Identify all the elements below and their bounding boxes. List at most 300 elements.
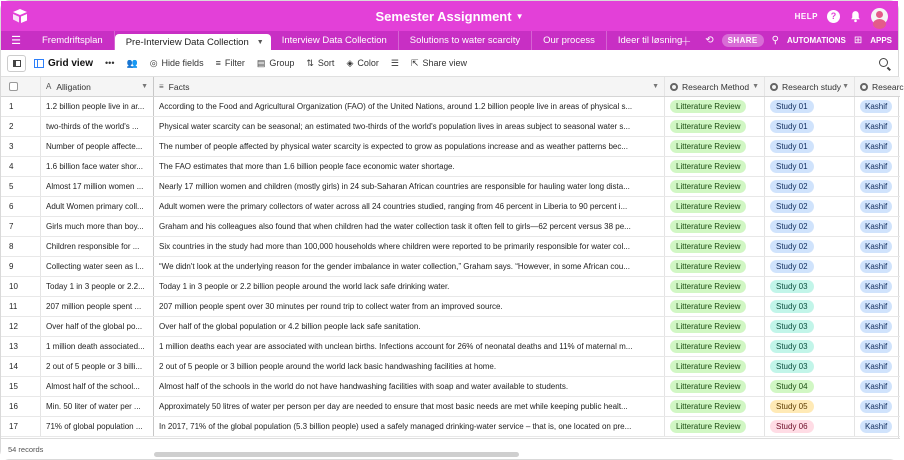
people-icon: 👥 bbox=[126, 57, 138, 68]
facts-text: Approximately 50 litres of water per person per day are needed to ensure that most basic needs are met while keeping public healt... bbox=[159, 402, 628, 411]
allegation-cell[interactable] bbox=[41, 377, 154, 396]
research-study-cell[interactable] bbox=[765, 117, 855, 136]
research-study-tag: Study 01 bbox=[770, 120, 814, 133]
row-number[interactable] bbox=[1, 397, 41, 416]
facts-cell[interactable] bbox=[154, 357, 665, 376]
row-number[interactable] bbox=[1, 137, 41, 156]
single-select-icon bbox=[770, 83, 778, 91]
research-study-tag: Study 02 bbox=[770, 200, 814, 213]
allegation-text: Almost 17 million women ... bbox=[46, 182, 144, 191]
view-switcher[interactable] bbox=[34, 58, 93, 69]
allegation-cell[interactable] bbox=[41, 277, 154, 296]
group-button[interactable] bbox=[257, 58, 295, 69]
research-study-tag: Study 03 bbox=[770, 320, 814, 333]
row-number-text: 12 bbox=[9, 322, 18, 331]
chevron-down-icon: ▼ bbox=[515, 12, 524, 21]
researcher-cell[interactable] bbox=[855, 397, 900, 416]
research-method-tag: Litterature Review bbox=[670, 400, 746, 413]
allegation-text: 1.2 billion people live in ar... bbox=[46, 102, 145, 111]
menu-icon[interactable]: ☰ bbox=[11, 35, 21, 47]
research-method-cell[interactable] bbox=[665, 157, 765, 176]
column-header-allegation[interactable] bbox=[41, 77, 154, 96]
allegation-text: Min. 50 liter of water per ... bbox=[46, 402, 141, 411]
help-icon[interactable]: ? bbox=[827, 10, 840, 23]
text-field-icon: A bbox=[46, 82, 52, 91]
research-method-tag: Litterature Review bbox=[670, 180, 746, 193]
research-method-cell[interactable] bbox=[665, 417, 765, 436]
table-row[interactable] bbox=[1, 277, 900, 297]
hide-fields-button[interactable] bbox=[150, 58, 204, 69]
researcher-cell[interactable] bbox=[855, 137, 900, 156]
color-label: Color bbox=[357, 58, 379, 68]
facts-text: According to the Food and Agricultural Organization (FAO) of the United Nations, around 1.2 billion people live in areas of physical s... bbox=[159, 102, 633, 111]
tab-interview-data-collection[interactable] bbox=[271, 31, 399, 50]
facts-text: Nearly 17 million women and children (mostly girls) in 24 sub-Saharan African countries are responsible for hauling water long dista... bbox=[159, 182, 630, 191]
row-number[interactable] bbox=[1, 217, 41, 236]
row-number-text: 4 bbox=[9, 162, 14, 171]
research-study-tag: Study 03 bbox=[770, 280, 814, 293]
column-header-facts[interactable] bbox=[154, 77, 665, 96]
table-row[interactable] bbox=[1, 177, 900, 197]
automations-icon[interactable]: ⚲ bbox=[771, 35, 779, 46]
row-number-text: 10 bbox=[9, 282, 18, 291]
row-number[interactable] bbox=[1, 337, 41, 356]
research-study-tag: Study 06 bbox=[770, 420, 814, 433]
researcher-tag: Kashif bbox=[860, 300, 892, 313]
facts-text: Graham and his colleagues also found that when children had the water collection task it often fell to girls—62 percent versus 38 pe... bbox=[159, 222, 631, 231]
color-button[interactable] bbox=[346, 58, 378, 69]
more-icon: ••• bbox=[105, 58, 115, 68]
research-method-tag: Litterature Review bbox=[670, 380, 746, 393]
column-label: Alligation bbox=[56, 81, 91, 92]
research-method-tag: Litterature Review bbox=[670, 100, 746, 113]
research-study-tag: Study 02 bbox=[770, 220, 814, 233]
research-method-cell[interactable] bbox=[665, 377, 765, 396]
facts-text: Physical water scarcity can be seasonal; an estimated two-thirds of the world's population lives in areas subject to seasonal water s... bbox=[159, 122, 631, 131]
allegation-cell[interactable] bbox=[41, 297, 154, 316]
view-name: Grid view bbox=[48, 57, 94, 69]
research-method-tag: Litterature Review bbox=[670, 300, 746, 313]
researcher-tag: Kashif bbox=[860, 100, 892, 113]
allegation-cell[interactable] bbox=[41, 357, 154, 376]
research-study-cell[interactable] bbox=[765, 337, 855, 356]
research-method-cell[interactable] bbox=[665, 197, 765, 216]
facts-cell[interactable] bbox=[154, 397, 665, 416]
row-number[interactable] bbox=[1, 317, 41, 336]
base-title-text: Semester Assignment bbox=[375, 9, 512, 24]
facts-cell[interactable] bbox=[154, 297, 665, 316]
table-row[interactable] bbox=[1, 417, 900, 437]
base-title[interactable] bbox=[1, 9, 898, 24]
researcher-cell[interactable] bbox=[855, 157, 900, 176]
row-number-text: 16 bbox=[9, 402, 18, 411]
research-method-cell[interactable] bbox=[665, 217, 765, 236]
facts-cell[interactable] bbox=[154, 197, 665, 216]
research-method-cell[interactable] bbox=[665, 337, 765, 356]
table-row[interactable] bbox=[1, 157, 900, 177]
allegation-text: 207 million people spent ... bbox=[46, 302, 142, 311]
share-icon: ⇱ bbox=[410, 57, 419, 68]
research-study-cell[interactable] bbox=[765, 357, 855, 376]
research-method-cell[interactable] bbox=[665, 297, 765, 316]
tab-fremdriftsplan[interactable] bbox=[31, 31, 115, 50]
researcher-tag: Kashif bbox=[860, 340, 892, 353]
share-button[interactable]: SHARE bbox=[722, 34, 764, 47]
research-method-cell[interactable] bbox=[665, 397, 765, 416]
researcher-cell[interactable] bbox=[855, 377, 900, 396]
researcher-cell[interactable] bbox=[855, 277, 900, 296]
research-study-cell[interactable] bbox=[765, 417, 855, 436]
researcher-tag: Kashif bbox=[860, 220, 892, 233]
researcher-tag: Kashif bbox=[860, 380, 892, 393]
research-method-tag: Litterature Review bbox=[670, 240, 746, 253]
researcher-cell[interactable] bbox=[855, 197, 900, 216]
tab-ideer-til-losning[interactable] bbox=[607, 31, 683, 50]
allegation-text: 2 out of 5 people or 3 billi... bbox=[46, 362, 143, 371]
researcher-tag: Kashif bbox=[860, 400, 892, 413]
allegation-text: Children responsible for ... bbox=[46, 242, 140, 251]
table-row[interactable] bbox=[1, 197, 900, 217]
research-method-tag: Litterature Review bbox=[670, 140, 746, 153]
allegation-cell[interactable] bbox=[41, 177, 154, 196]
eye-slash-icon: ◎ bbox=[149, 57, 158, 68]
researcher-tag: Kashif bbox=[860, 420, 892, 433]
sort-button[interactable] bbox=[306, 58, 334, 69]
researcher-tag: Kashif bbox=[860, 320, 892, 333]
research-study-tag: Study 02 bbox=[770, 180, 814, 193]
table-row[interactable] bbox=[1, 297, 900, 317]
facts-cell[interactable] bbox=[154, 137, 665, 156]
researcher-cell[interactable] bbox=[855, 177, 900, 196]
allegation-cell[interactable] bbox=[41, 117, 154, 136]
share-view-label: Share view bbox=[422, 58, 468, 68]
research-study-cell[interactable] bbox=[765, 277, 855, 296]
row-number-text: 5 bbox=[9, 182, 14, 191]
researcher-cell[interactable] bbox=[855, 337, 900, 356]
research-study-cell[interactable] bbox=[765, 197, 855, 216]
tab-pre-interview-data-collection[interactable] bbox=[115, 34, 271, 50]
column-header-researcher[interactable] bbox=[855, 77, 904, 96]
row-number[interactable] bbox=[1, 117, 41, 136]
row-number-text: 14 bbox=[9, 362, 18, 371]
row-number-text: 11 bbox=[9, 302, 18, 311]
research-method-tag: Litterature Review bbox=[670, 420, 746, 433]
row-number-text: 7 bbox=[9, 222, 14, 231]
chevron-down-icon[interactable]: ▼ bbox=[652, 83, 659, 90]
facts-cell[interactable] bbox=[154, 217, 665, 236]
row-number[interactable] bbox=[1, 97, 41, 116]
column-header-research-study[interactable] bbox=[765, 77, 855, 96]
facts-cell[interactable] bbox=[154, 97, 665, 116]
search-icon[interactable] bbox=[879, 58, 888, 67]
apps-button[interactable]: APPS bbox=[870, 36, 892, 45]
filter-label: Filter bbox=[224, 58, 245, 68]
research-study-cell[interactable] bbox=[765, 377, 855, 396]
researcher-cell[interactable] bbox=[855, 217, 900, 236]
tab-label: Ideer til løsning bbox=[617, 35, 683, 46]
facts-text: Almost half of the schools in the world do not have handwashing facilities with soap and water available to students. bbox=[159, 382, 569, 391]
facts-cell[interactable] bbox=[154, 417, 665, 436]
row-height-button[interactable] bbox=[391, 58, 399, 69]
research-method-cell[interactable] bbox=[665, 117, 765, 136]
row-number[interactable] bbox=[1, 417, 41, 436]
research-study-cell[interactable] bbox=[765, 157, 855, 176]
facts-text: 1 million deaths each year are associated with unclean births. Infections account for 26% of neonatal deaths and 11% of maternal m... bbox=[159, 342, 633, 351]
facts-text: Over half of the global population or 4.2 billion people lack safe sanitation. bbox=[159, 322, 421, 331]
table-row[interactable] bbox=[1, 97, 900, 117]
grid-body bbox=[1, 97, 900, 437]
research-method-tag: Litterature Review bbox=[670, 320, 746, 333]
row-number-text: 8 bbox=[9, 242, 14, 251]
table-row[interactable] bbox=[1, 257, 900, 277]
collaborators-button[interactable] bbox=[126, 58, 137, 69]
row-number[interactable] bbox=[1, 177, 41, 196]
top-right-controls bbox=[795, 8, 888, 25]
record-count: 54 records bbox=[8, 445, 44, 454]
grid-footer bbox=[1, 438, 900, 459]
sort-label: Sort bbox=[317, 58, 335, 68]
paint-bucket-icon: ◈ bbox=[346, 57, 354, 68]
researcher-cell[interactable] bbox=[855, 97, 900, 116]
tab-tools bbox=[705, 31, 892, 50]
researcher-cell[interactable] bbox=[855, 297, 900, 316]
allegation-cell[interactable] bbox=[41, 197, 154, 216]
view-more-button[interactable] bbox=[105, 58, 114, 68]
facts-text: The number of people affected by physical water scarcity is expected to grow as populations increase and as weather patterns bec... bbox=[159, 142, 629, 151]
share-view-button[interactable] bbox=[411, 58, 467, 69]
row-number[interactable] bbox=[1, 357, 41, 376]
row-number[interactable] bbox=[1, 237, 41, 256]
facts-text: “We didn't look at the underlying reason for the gender imbalance in water collection,” Graham says. “However, in some African cou... bbox=[159, 262, 630, 271]
facts-cell[interactable] bbox=[154, 257, 665, 276]
research-method-cell[interactable] bbox=[665, 257, 765, 276]
research-study-tag: Study 05 bbox=[770, 400, 814, 413]
tab-solutions-to-water-scarcity[interactable] bbox=[399, 31, 532, 50]
research-study-cell[interactable] bbox=[765, 397, 855, 416]
tab-label: Interview Data Collection bbox=[281, 35, 387, 46]
allegation-cell[interactable] bbox=[41, 257, 154, 276]
filter-button[interactable] bbox=[216, 58, 245, 68]
research-method-tag: Litterature Review bbox=[670, 360, 746, 373]
chevron-down-icon[interactable]: ▼ bbox=[141, 83, 148, 90]
researcher-tag: Kashif bbox=[860, 360, 892, 373]
row-number[interactable] bbox=[1, 377, 41, 396]
chevron-down-icon[interactable]: ▼ bbox=[752, 83, 759, 90]
allegation-text: Adult Women primary coll... bbox=[46, 202, 144, 211]
tab-label: Fremdriftsplan bbox=[42, 35, 103, 46]
allegation-cell[interactable] bbox=[41, 317, 154, 336]
facts-cell[interactable] bbox=[154, 377, 665, 396]
research-study-cell[interactable] bbox=[765, 177, 855, 196]
chevron-down-icon[interactable]: ▼ bbox=[256, 38, 264, 46]
hide-fields-label: Hide fields bbox=[161, 58, 204, 68]
research-method-cell[interactable] bbox=[665, 357, 765, 376]
research-study-tag: Study 01 bbox=[770, 100, 814, 113]
allegation-cell[interactable] bbox=[41, 217, 154, 236]
research-method-tag: Litterature Review bbox=[670, 160, 746, 173]
allegation-cell[interactable] bbox=[41, 397, 154, 416]
column-label: Facts bbox=[168, 81, 190, 92]
researcher-cell[interactable] bbox=[855, 317, 900, 336]
research-method-cell[interactable] bbox=[665, 237, 765, 256]
research-study-cell[interactable] bbox=[765, 97, 855, 116]
researcher-tag: Kashif bbox=[860, 180, 892, 193]
research-method-cell[interactable] bbox=[665, 177, 765, 196]
researcher-cell[interactable] bbox=[855, 257, 900, 276]
help-button[interactable]: HELP bbox=[794, 12, 818, 21]
avatar[interactable] bbox=[871, 8, 888, 25]
research-method-tag: Litterature Review bbox=[670, 280, 746, 293]
history-icon[interactable]: ⟲ bbox=[705, 35, 714, 46]
table-row[interactable] bbox=[1, 337, 900, 357]
research-method-cell[interactable] bbox=[665, 317, 765, 336]
row-number[interactable] bbox=[1, 157, 41, 176]
allegation-text: 1 million death associated... bbox=[46, 342, 145, 351]
allegation-text: Today 1 in 3 people or 2.2... bbox=[46, 282, 145, 291]
research-method-tag: Litterature Review bbox=[670, 220, 746, 233]
table-row[interactable] bbox=[1, 237, 900, 257]
facts-cell[interactable] bbox=[154, 237, 665, 256]
research-method-cell[interactable] bbox=[665, 277, 765, 296]
allegation-cell[interactable] bbox=[41, 337, 154, 356]
facts-text: 2 out of 5 people or 3 billion people around the world lack basic handwashing facilities at home. bbox=[159, 362, 497, 371]
researcher-tag: Kashif bbox=[860, 140, 892, 153]
facts-cell[interactable] bbox=[154, 337, 665, 356]
research-method-cell[interactable] bbox=[665, 97, 765, 116]
allegation-text: 1.6 billion face water shor... bbox=[46, 162, 143, 171]
research-study-tag: Study 03 bbox=[770, 340, 814, 353]
research-study-tag: Study 02 bbox=[770, 240, 814, 253]
automations-button[interactable]: AUTOMATIONS bbox=[787, 36, 846, 45]
row-height-icon: ☰ bbox=[390, 57, 399, 68]
table-row[interactable] bbox=[1, 397, 900, 417]
row-number-text: 13 bbox=[9, 342, 18, 351]
research-study-cell[interactable] bbox=[765, 297, 855, 316]
tab-our-process[interactable] bbox=[532, 31, 607, 50]
facts-cell[interactable] bbox=[154, 117, 665, 136]
row-number-text: 9 bbox=[9, 262, 14, 271]
view-toolbar bbox=[1, 50, 898, 77]
facts-cell[interactable] bbox=[154, 157, 665, 176]
researcher-tag: Kashif bbox=[860, 240, 892, 253]
research-method-tag: Litterature Review bbox=[670, 260, 746, 273]
select-all-checkbox[interactable] bbox=[9, 82, 18, 91]
allegation-cell[interactable] bbox=[41, 157, 154, 176]
row-number[interactable] bbox=[1, 297, 41, 316]
table-row[interactable] bbox=[1, 137, 900, 157]
table-tabs-bar bbox=[1, 31, 898, 50]
allegation-text: Almost half of the school... bbox=[46, 382, 140, 391]
researcher-cell[interactable] bbox=[855, 117, 900, 136]
add-table-icon[interactable]: ＋ bbox=[680, 35, 692, 48]
group-label: Group bbox=[269, 58, 295, 68]
table-row[interactable] bbox=[1, 317, 900, 337]
grid-view-icon bbox=[34, 59, 44, 68]
select-all-cell[interactable] bbox=[1, 77, 41, 96]
research-method-cell[interactable] bbox=[665, 137, 765, 156]
row-number-text: 15 bbox=[9, 382, 18, 391]
allegation-text: Girls much more than boy... bbox=[46, 222, 144, 231]
allegation-text: 71% of global population ... bbox=[46, 422, 143, 431]
chevron-down-icon[interactable]: ▼ bbox=[842, 83, 849, 90]
research-study-tag: Study 01 bbox=[770, 140, 814, 153]
apps-icon[interactable]: ⊞ bbox=[853, 35, 863, 46]
records-grid bbox=[1, 77, 904, 437]
sidebar-icon bbox=[13, 60, 21, 67]
row-number-text: 2 bbox=[9, 122, 14, 131]
facts-text: Adult women were the primary collectors of water across all 24 countries studied, ranging from 46 percent in Liberia to 90 percent i... bbox=[159, 202, 628, 211]
facts-text: In 2017, 71% of the global population (5.3 billion people) used a safely managed drinking-water service – that is, one located on pre... bbox=[159, 422, 632, 431]
filter-icon: ≡ bbox=[215, 58, 221, 68]
facts-text: Six countries in the study had more than 100,000 households where children were reported to be primarily responsible for water col... bbox=[159, 242, 630, 251]
research-study-tag: Study 02 bbox=[770, 260, 814, 273]
grid-header-row bbox=[1, 77, 904, 97]
column-label: Research study bbox=[782, 81, 842, 92]
allegation-cell[interactable] bbox=[41, 417, 154, 436]
facts-text: Today 1 in 3 people or 2.2 billion people around the world lack safe drinking water. bbox=[159, 282, 450, 291]
researcher-cell[interactable] bbox=[855, 417, 900, 436]
research-study-cell[interactable] bbox=[765, 137, 855, 156]
table-row[interactable] bbox=[1, 217, 900, 237]
single-select-icon bbox=[670, 83, 678, 91]
research-study-tag: Study 04 bbox=[770, 380, 814, 393]
horizontal-scrollbar[interactable] bbox=[154, 452, 519, 457]
researcher-cell[interactable] bbox=[855, 357, 900, 376]
sort-icon: ⇅ bbox=[306, 57, 314, 68]
researcher-tag: Kashif bbox=[860, 160, 892, 173]
facts-text: 207 million people spent over 30 minutes per round trip to collect water from an improved source. bbox=[159, 302, 503, 311]
table-row[interactable] bbox=[1, 357, 900, 377]
single-select-icon bbox=[860, 83, 868, 91]
sidebar-toggle-button[interactable] bbox=[7, 55, 26, 72]
group-icon: ▤ bbox=[256, 57, 266, 68]
column-label: Research Method bbox=[682, 81, 750, 92]
tab-label: Solutions to water scarcity bbox=[409, 35, 521, 46]
research-study-cell[interactable] bbox=[765, 257, 855, 276]
research-method-tag: Litterature Review bbox=[670, 200, 746, 213]
facts-cell[interactable] bbox=[154, 317, 665, 336]
researcher-cell[interactable] bbox=[855, 237, 900, 256]
row-number[interactable] bbox=[1, 197, 41, 216]
table-row[interactable] bbox=[1, 377, 900, 397]
research-study-tag: Study 01 bbox=[770, 160, 814, 173]
researcher-tag: Kashif bbox=[860, 200, 892, 213]
row-number[interactable] bbox=[1, 277, 41, 296]
research-study-cell[interactable] bbox=[765, 237, 855, 256]
tab-label: Pre-Interview Data Collection bbox=[125, 36, 249, 48]
long-text-icon: ≡ bbox=[159, 82, 164, 91]
research-study-cell[interactable] bbox=[765, 217, 855, 236]
allegation-cell[interactable] bbox=[41, 237, 154, 256]
research-study-tag: Study 03 bbox=[770, 360, 814, 373]
row-number-text: 6 bbox=[9, 202, 14, 211]
top-bar bbox=[1, 1, 898, 31]
allegation-text: Number of people affecte... bbox=[46, 142, 143, 151]
table-row[interactable] bbox=[1, 117, 900, 137]
research-study-cell[interactable] bbox=[765, 317, 855, 336]
researcher-tag: Kashif bbox=[860, 120, 892, 133]
column-header-research-method[interactable] bbox=[665, 77, 765, 96]
facts-cell[interactable] bbox=[154, 277, 665, 296]
facts-cell[interactable] bbox=[154, 177, 665, 196]
allegation-cell[interactable] bbox=[41, 97, 154, 116]
allegation-cell[interactable] bbox=[41, 137, 154, 156]
row-number[interactable] bbox=[1, 257, 41, 276]
bell-icon[interactable] bbox=[849, 10, 862, 23]
column-label: Researc bbox=[872, 81, 904, 92]
row-number-text: 17 bbox=[9, 422, 18, 431]
facts-text: The FAO estimates that more than 1.6 billion people face economic water shortage. bbox=[159, 162, 455, 171]
